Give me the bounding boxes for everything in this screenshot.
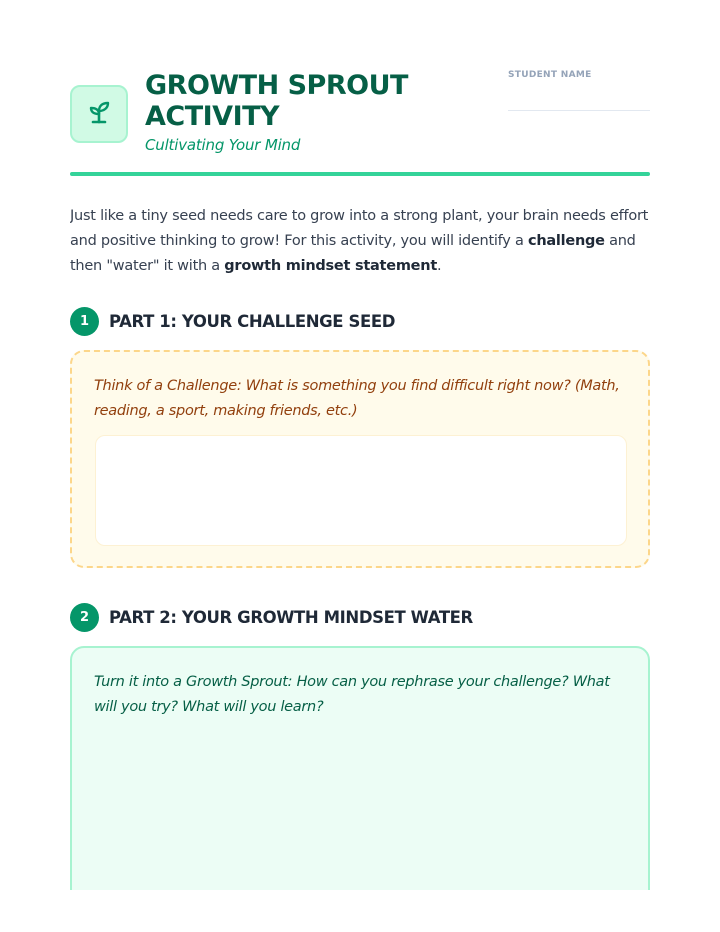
challenge-seed-box xyxy=(70,350,650,568)
growth-mindset-box[interactable] xyxy=(70,646,650,890)
section-2-header xyxy=(70,602,650,632)
worksheet-header xyxy=(70,70,650,176)
growth-mindset-prompt: Turn it into a Growth Sprout: How can you rephrase your challenge? What will you try? What will you learn? xyxy=(94,674,610,715)
intro-bold-challenge: challenge xyxy=(527,233,605,249)
challenge-prompt: Think of a Challenge: What is something you find difficult right now? (Math, reading, a sport, making friends, etc.) xyxy=(94,378,620,419)
intro-text-3: . xyxy=(437,258,442,274)
student-name-field[interactable] xyxy=(508,110,650,111)
section-title: PART 2: YOUR GROWTH MINDSET WATER xyxy=(109,607,473,627)
logo-badge xyxy=(70,85,128,143)
worksheet-page xyxy=(70,0,650,890)
intro-paragraph xyxy=(70,204,650,279)
intro-bold-statement: growth mindset statement xyxy=(224,258,438,274)
intro-text-1: Just like a tiny seed needs care to grow into a strong plant, your brain needs effort and positive thinking to grow! For this activity, you will identify a xyxy=(70,208,649,249)
section-1-header xyxy=(70,306,650,336)
challenge-answer-field[interactable] xyxy=(95,435,627,546)
header-divider xyxy=(70,172,650,176)
sprout-icon xyxy=(85,98,113,130)
student-name-label: STUDENT NAME xyxy=(508,70,592,80)
section-title: PART 1: YOUR CHALLENGE SEED xyxy=(109,311,396,331)
page-title: GROWTH SPROUT ACTIVITY xyxy=(145,70,408,132)
step-number-badge: 1 xyxy=(70,307,99,336)
intro-text-2: and then "water" it with a xyxy=(70,233,636,274)
step-number-badge: 2 xyxy=(70,603,99,632)
page-subtitle: Cultivating Your Mind xyxy=(145,136,301,154)
